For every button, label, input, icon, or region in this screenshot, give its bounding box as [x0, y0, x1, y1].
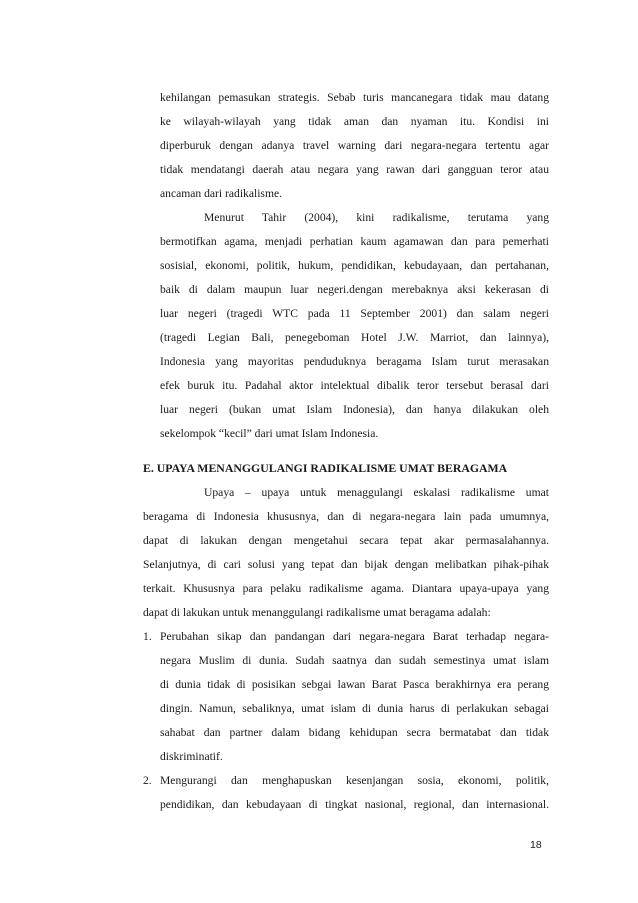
- text-line: luar negeri (tragedi WTC pada 11 September 2001) dan salam negeri: [160, 307, 549, 320]
- text-line: beragama di Indonesia khususnya, dan di negara-negara lain pada umumnya,: [143, 510, 549, 523]
- text-line: bermotifkan agama, menjadi perhatian kaum agamawan dan para pemerhati: [160, 235, 549, 248]
- list-item-line: Mengurangi dan menghapuskan kesenjangan sosia, ekonomi, politik,: [160, 774, 549, 787]
- text-line: tidak mendatangi daerah atau negara yang rawan dari gangguan teror atau: [160, 163, 549, 176]
- page-number: 18: [530, 839, 542, 851]
- text-line: baik di dalam maupun luar negeri.dengan merebaknya aksi kekerasan di: [160, 283, 549, 296]
- text-line: Menurut Tahir (2004), kini radikalisme, terutama yang: [204, 211, 549, 224]
- list-item-line: negara Muslim di dunia. Sudah saatnya dan sudah semestinya umat islam: [160, 654, 549, 667]
- text-line: ke wilayah-wilayah yang tidak aman dan nyaman itu. Kondisi ini: [160, 115, 549, 128]
- list-marker: 2.: [143, 774, 152, 787]
- section-heading: E. UPAYA MENANGGULANGI RADIKALISME UMAT BERAGAMA: [143, 461, 508, 475]
- text-line: efek buruk itu. Padahal aktor intelektual dibalik teror tersebut berasal dari: [160, 379, 549, 392]
- text-line: Upaya – upaya untuk menaggulangi eskalasi radikalisme umat: [204, 486, 549, 499]
- list-item-line: diskriminatif.: [160, 750, 223, 763]
- text-line: Selanjutnya, di cari solusi yang tepat dan bijak dengan melibatkan pihak-pihak: [143, 558, 549, 571]
- text-line: dapat di lakukan dengan mengetahui secara tepat akar permasalahannya.: [143, 534, 549, 547]
- text-line: luar negeri (bukan umat Islam Indonesia), dan hanya dilakukan oleh: [160, 403, 549, 416]
- text-line: terkait. Khususnya para pelaku radikalisme agama. Diantara upaya-upaya yang: [143, 582, 549, 595]
- text-line: sekelompok “kecil” dari umat Islam Indonesia.: [160, 427, 379, 440]
- list-item-line: dingin. Namun, sebaliknya, umat islam di dunia harus di perlakukan sebagai: [160, 702, 549, 715]
- text-line: (tragedi Legian Bali, penegeboman Hotel J.W. Marriot, dan lainnya),: [160, 331, 549, 344]
- list-marker: 1.: [143, 630, 152, 643]
- text-line: ancaman dari radikalisme.: [160, 187, 283, 200]
- text-line: dapat di lakukan untuk menanggulangi radikalisme umat beragama adalah:: [143, 606, 491, 619]
- text-line: kehilangan pemasukan strategis. Sebab turis mancanegara tidak mau datang: [160, 91, 549, 104]
- text-line: sosisial, ekonomi, politik, hukum, pendidikan, kebudayaan, dan pertahanan,: [160, 259, 549, 272]
- text-line: Indonesia yang mayoritas penduduknya beragama Islam turut merasakan: [160, 355, 549, 368]
- list-item-line: pendidikan, dan kebudayaan di tingkat nasional, regional, dan internasional.: [160, 798, 549, 811]
- list-item-line: Perubahan sikap dan pandangan dari negara-negara Barat terhadap negara-: [160, 630, 549, 643]
- list-item-line: sahabat dan partner dalam bidang kehidupan secra bermatabat dan tidak: [160, 726, 549, 739]
- list-item-line: di dunia tidak di posisikan sebgai lawan Barat Pasca berakhirnya era perang: [160, 678, 549, 691]
- text-line: diperburuk dengan adanya travel warning dari negara-negara tertentu agar: [160, 139, 549, 152]
